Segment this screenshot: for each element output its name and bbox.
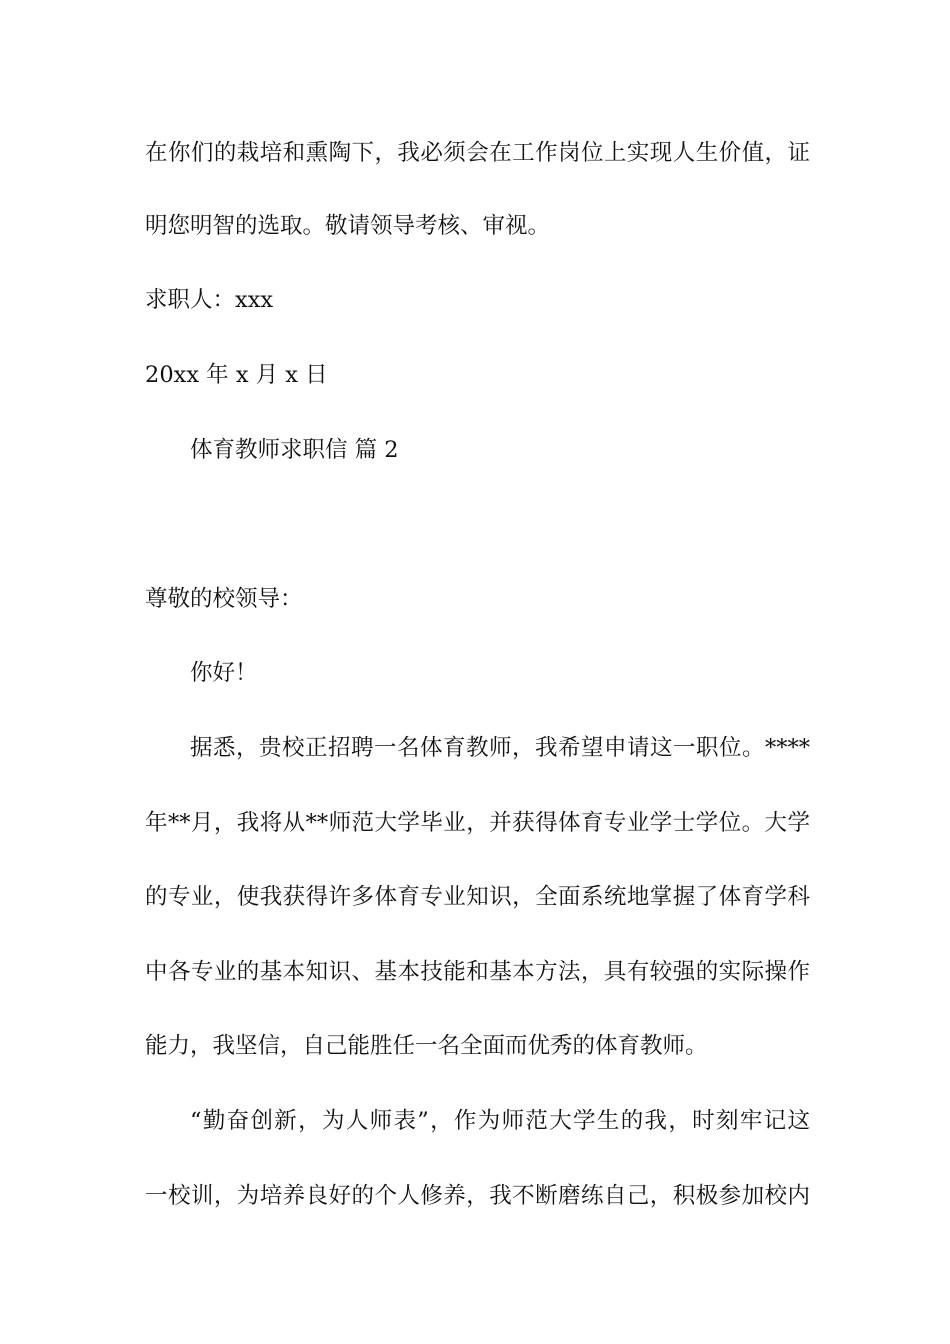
text-line-12: 能力，我坚信，自己能胜任一名全面而优秀的体育教师。 xyxy=(145,1033,708,1059)
salutation: 尊敬的校领导： xyxy=(145,586,303,612)
text-line-8: 据悉，贵校正招聘一名体育教师，我希望申请这一职位。**** xyxy=(190,735,810,761)
section-heading: 体育教师求职信 篇 2 xyxy=(190,437,399,463)
applicant-line: 求职人：xxx xyxy=(145,287,274,313)
text-line-14: 一校训，为培养良好的个人修养，我不断磨练自己，积极参加校内 xyxy=(145,1183,810,1209)
text-line-11: 中各专业的基本知识、基本技能和基本方法，具有较强的实际操作 xyxy=(145,959,810,985)
text-line-10: 的专业，使我获得许多体育专业知识，全面系统地掌握了体育学科 xyxy=(145,884,810,910)
date-line: 20xx 年 x 月 x 日 xyxy=(145,362,328,388)
text-line-1: 在你们的栽培和熏陶下，我必须会在工作岗位上实现人生价值，证 xyxy=(145,140,810,166)
text-line-9: 年**月，我将从**师范大学毕业，并获得体育专业学士学位。大学 xyxy=(145,810,810,836)
greeting: 你好！ xyxy=(190,660,258,686)
text-line-2: 明您明智的选取。敬请领导考核、审视。 xyxy=(145,213,551,239)
text-line-13: “勤奋创新，为人师表”，作为师范大学生的我，时刻牢记这 xyxy=(190,1108,810,1134)
